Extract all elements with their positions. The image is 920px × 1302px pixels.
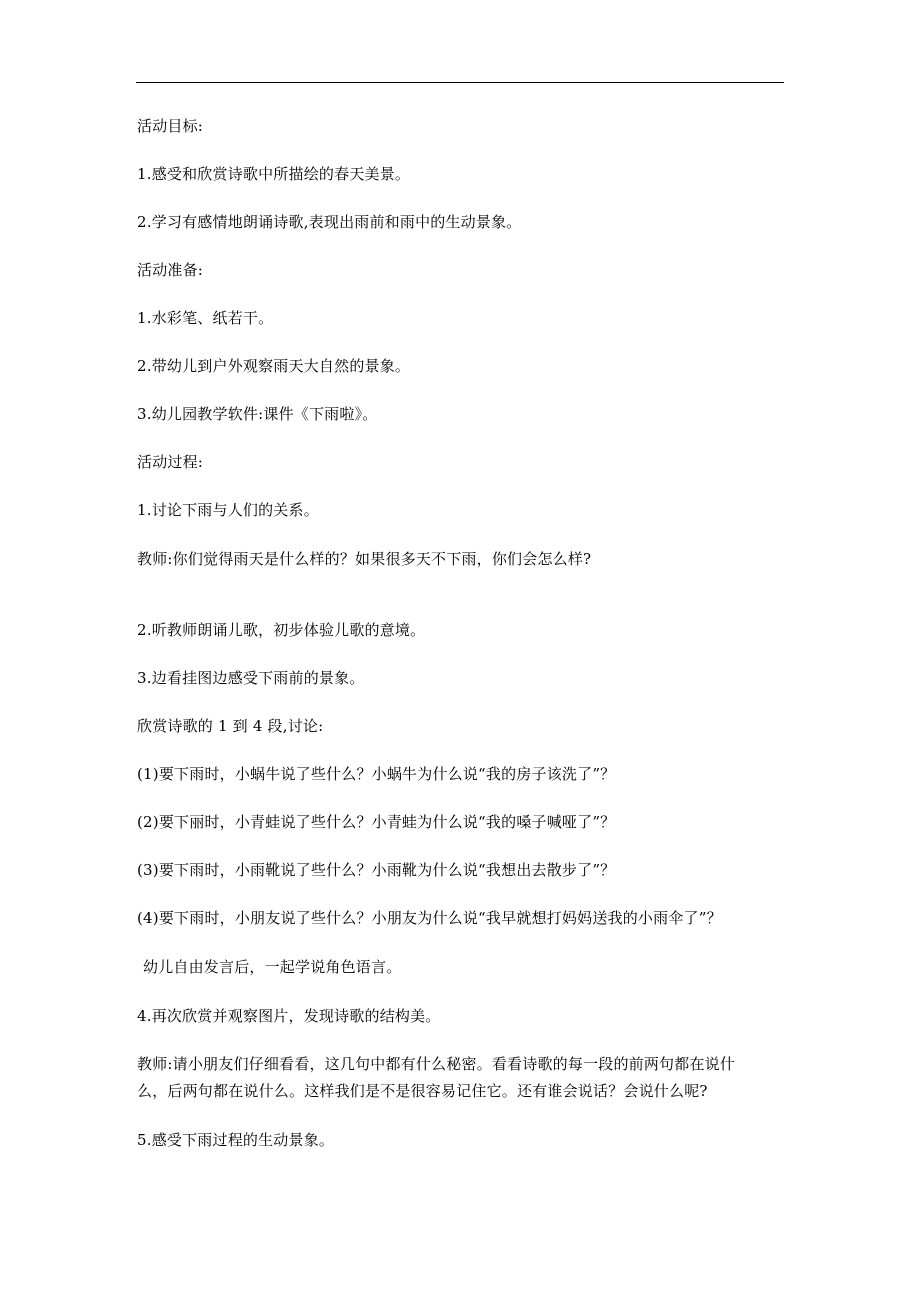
paragraph: 5.感受下雨过程的生动景象。 xyxy=(137,1131,335,1149)
paragraph: 幼儿自由发言后，一起学说角色语言。 xyxy=(143,958,402,976)
list-item: (3)要下雨时，小雨靴说了些什么？小雨靴为什么说“我想出去散步了”？ xyxy=(137,861,616,879)
paragraph: 2.带幼儿到户外观察雨天大自然的景象。 xyxy=(137,357,411,375)
section-heading-process: 活动过程: xyxy=(137,453,204,471)
paragraph: 3.幼儿园教学软件:课件《下雨啦》。 xyxy=(137,405,378,423)
list-item: (4)要下雨时，小朋友说了些什么？小朋友为什么说“我早就想打妈妈送我的小雨伞了”？ xyxy=(137,909,722,927)
list-item: (1)要下雨时，小蜗牛说了些什么？小蜗牛为什么说“我的房子该洗了”？ xyxy=(137,765,616,783)
paragraph: 1.水彩笔、纸若干。 xyxy=(137,309,274,327)
paragraph: 4.再次欣赏并观察图片，发现诗歌的结构美。 xyxy=(137,1007,441,1025)
section-heading-preparation: 活动准备: xyxy=(137,261,204,279)
paragraph: 2.学习有感情地朗诵诗歌,表现出雨前和雨中的生动景象。 xyxy=(137,213,522,231)
paragraph: 教师:请小朋友们仔细看看，这几句中都有什么秘密。看看诗歌的每一段的前两句都在说什 xyxy=(137,1055,736,1073)
paragraph: 么，后两句都在说什么。这样我们是不是很容易记住它。还有谁会说话？会说什么呢? xyxy=(137,1082,708,1100)
header-rule xyxy=(136,82,784,83)
paragraph: 1.感受和欣赏诗歌中所描绘的春天美景。 xyxy=(137,165,411,183)
paragraph: 2.听教师朗诵儿歌，初步体验儿歌的意境。 xyxy=(137,621,426,639)
list-item: (2)要下丽时，小青蛙说了些什么？小青蛙为什么说“我的嗓子喊哑了”？ xyxy=(137,813,616,831)
section-heading-goals: 活动目标: xyxy=(137,117,204,135)
paragraph: 3.边看挂图边感受下雨前的景象。 xyxy=(137,669,365,687)
paragraph: 教师:你们觉得雨天是什么样的？如果很多天不下雨，你们会怎么样? xyxy=(137,550,592,568)
paragraph: 1.讨论下雨与人们的关系。 xyxy=(137,501,319,519)
paragraph: 欣赏诗歌的 1 到 4 段,讨论: xyxy=(137,717,324,735)
